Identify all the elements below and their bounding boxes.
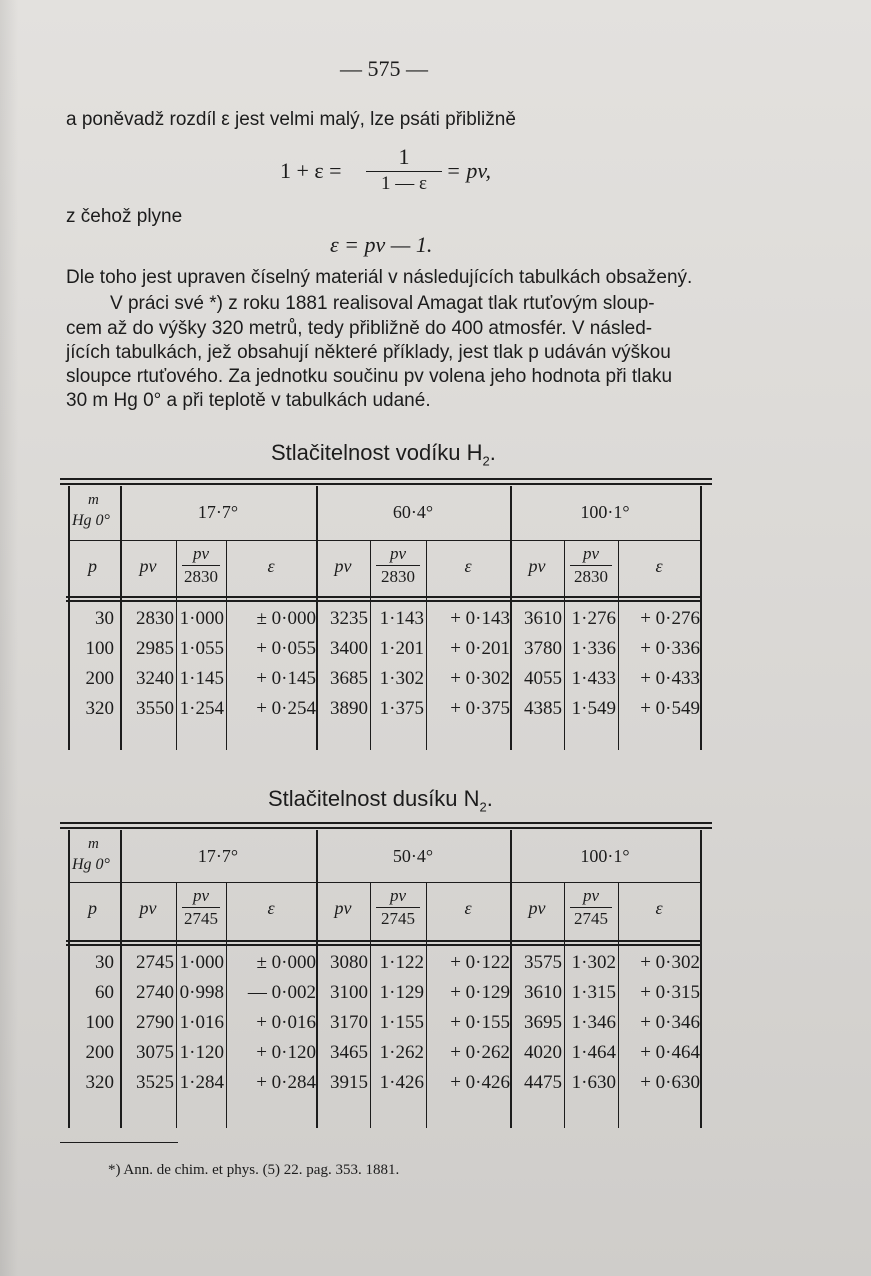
table1-row-0-cell-1: 1·000 <box>179 608 224 629</box>
table1-row-2-cell-7: 1·433 <box>571 668 616 689</box>
table1-row-0-cell-5: + 0·143 <box>450 608 510 629</box>
paragraph-line-1: Dle toho jest upraven číselný materiál v následujících tabulkách obsažený. <box>66 267 693 288</box>
table1-corner-m: m <box>88 492 99 508</box>
eq2: ε = pv — 1. <box>330 232 433 257</box>
table1-row-0-cell-6: 3610 <box>524 608 562 629</box>
table2-col-frac-den-2: 2745 <box>574 909 608 928</box>
table1-row-2-cell-6: 4055 <box>524 668 562 689</box>
table2-row-1-cell-2: — 0·002 <box>247 982 316 1003</box>
eq1-fraction-bar <box>366 171 442 172</box>
table1-body-rule-1 <box>66 596 702 598</box>
table1-row-3-cell-1: 1·254 <box>179 698 224 719</box>
table2-row-4-cell-1: 1·284 <box>179 1072 224 1093</box>
paragraph-line-4: jících tabulkách, jež obsahují některé příklady, jest tlak p udáván výškou <box>66 342 671 363</box>
table1-top-rule-2 <box>60 483 712 485</box>
table2-row-0-cell-8: + 0·302 <box>640 952 700 973</box>
table2-row-0-cell-1: 1·000 <box>179 952 224 973</box>
table1-row-1-cell-0: 2985 <box>136 638 174 659</box>
table1-col-frac-den-2: 2830 <box>574 567 608 586</box>
table2-top-rule-1 <box>60 822 712 824</box>
table1-row-1-cell-3: 3400 <box>330 638 368 659</box>
table1-col-frac-den-0: 2830 <box>184 567 218 586</box>
table1-col-frac-2 <box>564 544 618 587</box>
table2-col-eps-2: ε <box>655 898 663 918</box>
table2-col-eps-0: ε <box>267 898 275 918</box>
table1-col-frac-1 <box>370 544 426 587</box>
table1-col-frac-0 <box>176 544 226 587</box>
table2-row-3-cell-4: 1·262 <box>379 1042 424 1063</box>
table2-row-4-cell-4: 1·426 <box>379 1072 424 1093</box>
table2-col-frac-num-1: pv <box>389 886 407 905</box>
table2-row-2-cell-0: 2790 <box>136 1012 174 1033</box>
table1-row-3-cell-3: 3890 <box>330 698 368 719</box>
table1-col-frac-num-1: pv <box>389 544 407 563</box>
paragraph-line-3: cem až do výšky 320 metrů, tedy přibližně do 400 atmosfér. V násled- <box>66 318 653 339</box>
table2-row-2-cell-4: 1·155 <box>379 1012 424 1033</box>
table1-col-frac-den-1: 2830 <box>381 567 415 586</box>
table2-row-3-cell-5: + 0·262 <box>450 1042 510 1063</box>
table1-row-2-cell-2: + 0·145 <box>256 668 316 689</box>
table1-row-3-cell-7: 1·549 <box>571 698 616 719</box>
footnote-rule <box>60 1142 178 1143</box>
table2-row-3-cell-3: 3465 <box>330 1042 368 1063</box>
table2-corner-hg: Hg 0° <box>72 856 110 873</box>
footnote: *) Ann. de chim. et phys. (5) 22. pag. 353. 1881. <box>108 1162 400 1178</box>
table2-row-0-cell-6: 3575 <box>524 952 562 973</box>
table1-col-eps-0: ε <box>267 556 275 576</box>
table2-row-4-cell-0: 3525 <box>136 1072 174 1093</box>
table1-corner-p: p <box>88 556 97 576</box>
table1-col-frac-num-2: pv <box>582 544 600 563</box>
table2-col-frac-2 <box>564 886 618 929</box>
table2-row-4-cell-8: + 0·630 <box>640 1072 700 1093</box>
table2-row-2-cell-5: + 0·155 <box>450 1012 510 1033</box>
table1-row-2-cell-5: + 0·302 <box>450 668 510 689</box>
table2-top-rule-2 <box>60 827 712 829</box>
table2-corner-p: p <box>88 898 97 918</box>
table2-subheader-rule <box>120 882 700 883</box>
table1-row-0-cell-4: 1·143 <box>379 608 424 629</box>
table1-col-eps-2: ε <box>655 556 663 576</box>
table1-corner-hg: Hg 0° <box>72 512 110 529</box>
table1-row-0-cell-8: + 0·276 <box>640 608 700 629</box>
table1-row-3-cell-2: + 0·254 <box>256 698 316 719</box>
table1-body-rule-2 <box>66 600 702 602</box>
table2-row-1-p: 60 <box>95 982 114 1003</box>
table1-col-rule-4 <box>700 486 702 750</box>
table2-row-0-p: 30 <box>95 952 114 973</box>
table1-row-3-cell-5: + 0·375 <box>450 698 510 719</box>
table2-col-frac-bar-1 <box>376 907 420 908</box>
table1-row-1-p: 100 <box>85 638 114 659</box>
page-gutter-shadow <box>0 0 18 1276</box>
table2-col-pv-0: pv <box>139 898 157 918</box>
table1-col-eps-1: ε <box>464 556 472 576</box>
table2-row-0-cell-2: ± 0·000 <box>256 952 316 973</box>
table2-col-rule-4 <box>700 830 702 1128</box>
table1-row-0-cell-2: ± 0·000 <box>256 608 316 629</box>
table2-row-0-cell-4: 1·122 <box>379 952 424 973</box>
table2-row-1-cell-7: 1·315 <box>571 982 616 1003</box>
table2-row-1-cell-5: + 0·129 <box>450 982 510 1003</box>
table2-row-2-cell-8: + 0·346 <box>640 1012 700 1033</box>
table2-col-eps-1: ε <box>464 898 472 918</box>
table2-col-frac-den-0: 2745 <box>184 909 218 928</box>
table2-row-2-cell-2: + 0·016 <box>256 1012 316 1033</box>
table1-row-3-p: 320 <box>85 698 114 719</box>
table1-row-0-cell-3: 3235 <box>330 608 368 629</box>
table1-row-2-cell-0: 3240 <box>136 668 174 689</box>
table2-row-3-cell-7: 1·464 <box>571 1042 616 1063</box>
table1-col-frac-num-0: pv <box>192 544 210 563</box>
table1-temp-2: 100·1° <box>580 502 630 522</box>
eq1-fraction <box>366 144 442 195</box>
table2-row-4-cell-5: + 0·426 <box>450 1072 510 1093</box>
table2-row-3-cell-2: + 0·120 <box>256 1042 316 1063</box>
table1-row-1-cell-2: + 0·055 <box>256 638 316 659</box>
table1-col-frac-bar-0 <box>182 565 220 566</box>
table1-row-0-cell-7: 1·276 <box>571 608 616 629</box>
table1-row-2-p: 200 <box>85 668 114 689</box>
table1-corner-rule <box>68 540 120 541</box>
table2-col-frac-bar-0 <box>182 907 220 908</box>
eq1-denominator: 1 — ε <box>381 173 427 194</box>
table2-row-3-cell-6: 4020 <box>524 1042 562 1063</box>
table1-col-frac-bar-1 <box>376 565 420 566</box>
table1-row-0-cell-0: 2830 <box>136 608 174 629</box>
table2-row-2-cell-1: 1·016 <box>179 1012 224 1033</box>
table1-row-1-cell-5: + 0·201 <box>450 638 510 659</box>
table2-row-0-cell-5: + 0·122 <box>450 952 510 973</box>
table1-col-pv-0: pv <box>139 556 157 576</box>
table1-row-3-cell-4: 1·375 <box>379 698 424 719</box>
table1-row-1-cell-4: 1·201 <box>379 638 424 659</box>
table2-col-frac-den-1: 2745 <box>381 909 415 928</box>
table2-row-0-cell-0: 2745 <box>136 952 174 973</box>
table1-row-1-cell-8: + 0·336 <box>640 638 700 659</box>
z-cehoz-plyne: z čehož plyne <box>66 206 183 227</box>
table1-top-rule-1 <box>60 478 712 480</box>
table2-col-frac-0 <box>176 886 226 929</box>
table1-row-3-cell-0: 3550 <box>136 698 174 719</box>
table2-corner-m: m <box>88 836 99 852</box>
page-number: — 575 — <box>340 56 428 81</box>
table2-row-4-p: 320 <box>85 1072 114 1093</box>
table2-row-1-cell-0: 2740 <box>136 982 174 1003</box>
eq1-numerator: 1 <box>398 144 410 169</box>
table2-col-frac-bar-2 <box>570 907 612 908</box>
paragraph-line-6: 30 m Hg 0° a při teplotě v tabulkách udané. <box>66 390 431 411</box>
table1-temp-0: 17·7° <box>197 502 239 522</box>
paragraph-line-5: sloupce rtuťového. Za jednotku součinu pv volena jeho hodnota při tlaku <box>66 366 673 387</box>
table2-col-pv-2: pv <box>528 898 546 918</box>
table2-temp-0: 17·7° <box>197 846 239 866</box>
table1-row-3-cell-6: 4385 <box>524 698 562 719</box>
table1-title: Stlačitelnost vodíku $H_2$. <box>271 440 496 469</box>
table2-title: Stlačitelnost dusíku $N_2$. <box>268 786 493 815</box>
table2-row-3-cell-0: 3075 <box>136 1042 174 1063</box>
table2-row-3-cell-8: + 0·464 <box>640 1042 700 1063</box>
table2-body-rule-1 <box>66 940 702 942</box>
table1-row-2-cell-3: 3685 <box>330 668 368 689</box>
table1-row-3-cell-8: + 0·549 <box>640 698 700 719</box>
table1-col-pv-2: pv <box>528 556 546 576</box>
eq1-rhs: = pv, <box>446 158 491 183</box>
table2-row-1-cell-4: 1·129 <box>379 982 424 1003</box>
table2-row-1-cell-3: 3100 <box>330 982 368 1003</box>
table2-col-pv-1: pv <box>334 898 352 918</box>
table1-row-1-cell-6: 3780 <box>524 638 562 659</box>
table2-row-2-p: 100 <box>85 1012 114 1033</box>
table1-col-frac-bar-2 <box>570 565 612 566</box>
table2-row-3-cell-1: 1·120 <box>179 1042 224 1063</box>
table2-row-1-cell-1: 0·998 <box>179 982 224 1003</box>
table2-temp-2: 100·1° <box>580 846 630 866</box>
table2-col-frac-1 <box>370 886 426 929</box>
paragraph-line-2: V práci své *) z roku 1881 realisoval Amagat tlak rtuťovým sloup- <box>110 293 655 314</box>
table2-body-rule-2 <box>66 944 702 946</box>
table2-row-4-cell-2: + 0·284 <box>256 1072 316 1093</box>
table2-row-0-cell-3: 3080 <box>330 952 368 973</box>
table2-corner-rule <box>68 882 120 883</box>
table1-row-1-cell-7: 1·336 <box>571 638 616 659</box>
intro-line: a poněvadž rozdíl ε jest velmi malý, lze psáti přibližně <box>66 109 516 130</box>
table1-row-1-cell-1: 1·055 <box>179 638 224 659</box>
table2-row-4-cell-3: 3915 <box>330 1072 368 1093</box>
table1-subheader-rule <box>120 540 700 541</box>
table2-row-3-p: 200 <box>85 1042 114 1063</box>
table1-row-2-cell-4: 1·302 <box>379 668 424 689</box>
table1-temp-1: 60·4° <box>392 502 434 522</box>
table1-row-2-cell-1: 1·145 <box>179 668 224 689</box>
table2-temp-1: 50·4° <box>392 846 434 866</box>
table1-col-pv-1: pv <box>334 556 352 576</box>
table2-row-1-cell-6: 3610 <box>524 982 562 1003</box>
table2-row-1-cell-8: + 0·315 <box>640 982 700 1003</box>
table2-row-4-cell-7: 1·630 <box>571 1072 616 1093</box>
table1-row-0-p: 30 <box>95 608 114 629</box>
table2-row-0-cell-7: 1·302 <box>571 952 616 973</box>
table2-row-2-cell-7: 1·346 <box>571 1012 616 1033</box>
table2-row-2-cell-6: 3695 <box>524 1012 562 1033</box>
table1-row-2-cell-8: + 0·433 <box>640 668 700 689</box>
table2-row-2-cell-3: 3170 <box>330 1012 368 1033</box>
eq1-lhs: 1 + ε = <box>280 158 342 183</box>
table2-col-frac-num-2: pv <box>582 886 600 905</box>
table2-col-frac-num-0: pv <box>192 886 210 905</box>
table2-row-4-cell-6: 4475 <box>524 1072 562 1093</box>
